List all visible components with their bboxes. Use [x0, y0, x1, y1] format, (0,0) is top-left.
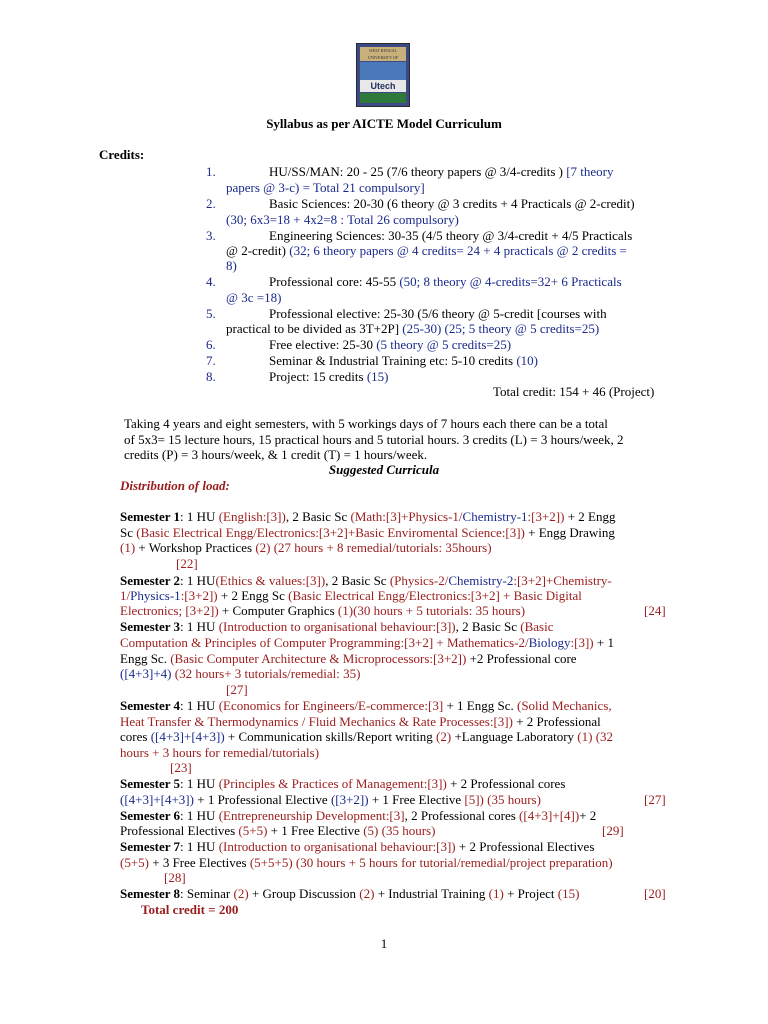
- sem-text: + 3 Free Electives: [149, 855, 250, 870]
- sem-text: : 1 HU: [180, 776, 219, 791]
- credit-text: HU/SS/MAN: 20 - 25 (7/6 theory papers @ 3/4-credits ): [269, 164, 567, 179]
- semester-label: Semester 2: [120, 573, 181, 588]
- sem-text-red: (5+5): [238, 823, 268, 838]
- sem-text: Engg Sc.: [120, 651, 171, 666]
- semester-2-total: [24]: [644, 603, 666, 618]
- sem-text-red: (Ethics & values:[3]): [215, 573, 326, 588]
- credit-item-line: [226, 243, 627, 259]
- credit-text: @ 2-credit): [226, 243, 290, 258]
- credit-text-blue: (25-30) (25; 5 theory @ 5 credits=25): [402, 321, 600, 336]
- logo-band: [360, 93, 406, 103]
- sem-text: + 1: [593, 635, 614, 650]
- semester-label: Semester 5: [120, 776, 181, 791]
- sem-text: + 2 Engg Sc: [217, 588, 289, 603]
- sem-text-red: (2) (27 hours + 8 remedial/tutorials: 35hours): [255, 540, 492, 555]
- sem-text: + 2 Engg: [564, 509, 616, 524]
- credits-label: Credits:: [99, 147, 145, 162]
- sem-text: + 1 Professional Elective: [193, 792, 331, 807]
- sem-text: : 1 HU: [180, 509, 219, 524]
- sem-text-red: :[3]): [570, 635, 594, 650]
- semester-label: Semester 4: [120, 698, 181, 713]
- semester-7-total: [28]: [164, 870, 186, 885]
- sem-text-red: (5) (35 hours): [363, 823, 436, 838]
- semester-label: Semester 1: [120, 509, 181, 524]
- sem-text: + 1 Free Elective: [267, 823, 364, 838]
- semester-3-line: [120, 635, 614, 651]
- paragraph-line: of 5x3= 15 lecture hours, 15 practical hours and 5 tutorial hours. 3 credits (L) = 3 hours/week, 2: [124, 432, 624, 447]
- sem-text-red: :[3+2]): [180, 588, 218, 603]
- sem-text: + Project: [503, 886, 558, 901]
- semester-2-line: [120, 573, 612, 589]
- distribution-heading: Distribution of load:: [120, 478, 230, 493]
- semester-label: Semester 3: [120, 619, 181, 634]
- sem-text: +2 Professional core: [466, 651, 577, 666]
- semester-8-total: [20]: [644, 886, 666, 901]
- semester-4-total: [23]: [170, 760, 192, 775]
- sem-text: + Industrial Training: [374, 886, 489, 901]
- university-logo: [356, 43, 410, 107]
- credit-item-line: [226, 321, 599, 337]
- semester-4-line: [120, 698, 612, 714]
- sem-text-red: (Physics-2/: [389, 573, 449, 588]
- sem-text-blue: ([4+3]+[4+3]): [150, 729, 225, 744]
- sem-text-red: Computation & Principles of Computer Programming:[3+2] + Mathematics-2/: [120, 635, 529, 650]
- sem-text: cores: [120, 729, 151, 744]
- sem-text-red: ([4+3]+[4]): [519, 808, 580, 823]
- sem-text-blue: ([3+2]): [330, 792, 369, 807]
- sem-text: +Language Laboratory: [451, 729, 578, 744]
- sem-text: , 2 Professional cores: [404, 808, 520, 823]
- sem-text-red: Heat Transfer & Thermodynamics / Fluid Mechanics & Rate Processes:[3]): [120, 714, 513, 729]
- semester-1-line: [120, 540, 492, 556]
- sem-text-blue: Chemistry-2: [448, 573, 514, 588]
- sem-text: : 1 HU: [180, 839, 219, 854]
- credit-item-line: Basic Sciences: 20-30 (6 theory @ 3 credits + 4 Practicals @ 2-credit): [269, 196, 635, 211]
- sem-text-blue: Biology: [528, 635, 571, 650]
- sem-text-blue: Chemistry-1: [462, 509, 528, 524]
- sem-text: : 1 HU: [180, 698, 219, 713]
- credit-item-line: (30; 6x3=18 + 4x2=8 : Total 26 compulsory): [226, 212, 459, 227]
- sem-text-red: (2): [233, 886, 249, 901]
- sem-text-red: (5+5+5): [249, 855, 293, 870]
- credit-text-blue: (15): [366, 369, 389, 384]
- credit-item-line: @ 3c =18): [226, 290, 282, 305]
- sem-text-red: (Entrepreneurship Development:[3]: [218, 808, 405, 823]
- credit-item-line: [269, 337, 511, 353]
- semester-1-line: [120, 525, 615, 541]
- semester-7-line: [120, 855, 613, 871]
- sem-text-blue: ([4+3]+[4+3]): [120, 792, 194, 807]
- credit-text-blue: [7 theory: [566, 164, 614, 179]
- sem-text-red: (1)(30 hours + 5 tutorials: 35 hours): [337, 603, 526, 618]
- credit-item-line: Professional elective: 25-30 (5/6 theory @ 5-credit [courses with: [269, 306, 607, 321]
- semester-8-line: [120, 886, 579, 902]
- sem-text-red: (1): [488, 886, 504, 901]
- sem-text-red: (English:[3]): [218, 509, 286, 524]
- credit-text: practical to be divided as 3T+2P]: [226, 321, 403, 336]
- semester-4-line: hours + 3 hours for remedial/tutorials): [120, 745, 320, 760]
- credit-text: Project: 15 credits: [269, 369, 367, 384]
- sem-text-red: :[3+2]+Chemistry-: [513, 573, 612, 588]
- credit-item-line: [269, 164, 614, 180]
- sem-text-red: (15): [557, 886, 580, 901]
- credit-text: Free elective: 25-30: [269, 337, 377, 352]
- credit-text-blue: (10): [516, 353, 538, 368]
- semester-4-line: [120, 714, 601, 730]
- sem-text-red: (Introduction to organisational behaviour:[3]): [218, 619, 456, 634]
- semester-3-line: [120, 666, 360, 682]
- sem-text-red: [5]): [464, 792, 484, 807]
- sem-text-red: (1): [577, 729, 593, 744]
- sem-text: + 1 Engg Sc.: [443, 698, 517, 713]
- sem-text: Professional Electives: [120, 823, 239, 838]
- sem-text-red: (1): [120, 540, 136, 555]
- page-number: 1: [380, 936, 388, 951]
- semester-7-line: [120, 839, 594, 855]
- sem-text-red: 1/: [120, 588, 131, 603]
- paragraph-line: credits (P) = 3 hours/week, & 1 credit (T) = 1 hours/week.: [124, 447, 428, 462]
- credit-item-line: 8): [226, 258, 237, 273]
- sem-text: : 1 HU: [180, 573, 216, 588]
- sem-text-red: (Math:[3]+Physics-1/: [350, 509, 463, 524]
- credit-item-number: 3.: [206, 228, 216, 243]
- semester-6-total: [29]: [602, 823, 624, 838]
- sem-text: , 2 Basic Sc: [325, 573, 390, 588]
- sem-text: , 2 Basic Sc: [285, 509, 351, 524]
- sem-text: + 2 Professional cores: [446, 776, 566, 791]
- sem-text: + Group Discussion: [248, 886, 360, 901]
- semester-2-line: [120, 588, 582, 604]
- semester-label: Semester 7: [120, 839, 181, 854]
- semester-4-line: [120, 729, 613, 745]
- logo-emblem: [360, 62, 406, 80]
- sem-text-red: (Solid Mechanics,: [517, 698, 612, 713]
- sem-text-red: (Basic: [520, 619, 554, 634]
- semester-3-line: [120, 651, 577, 667]
- credit-item-line: [269, 353, 538, 369]
- sem-text: , 2 Basic Sc: [455, 619, 521, 634]
- sem-text-red: (Introduction to organisational behaviour:[3]): [218, 839, 456, 854]
- sem-text-blue: ([4+3]+4): [120, 666, 172, 681]
- credit-item-number: 7.: [206, 353, 216, 368]
- sem-text-red: (Basic Computer Architecture & Microprocessors:[3+2]): [170, 651, 467, 666]
- credit-item-number: 2.: [206, 196, 216, 211]
- suggested-curricula-heading: Suggested Curricula: [328, 462, 440, 477]
- sem-text: + Computer Graphics: [218, 603, 338, 618]
- semester-label: Semester 8: [120, 886, 181, 901]
- sem-text: + Communication skills/Report writing: [224, 729, 437, 744]
- sem-text-red: Electronics; [3+2]): [120, 603, 219, 618]
- logo-name: Utech: [360, 80, 406, 92]
- semester-label: Semester 6: [120, 808, 181, 823]
- sem-text-red: (35 hours): [487, 792, 541, 807]
- credit-item-number: 5.: [206, 306, 216, 321]
- credit-item-number: 6.: [206, 337, 216, 352]
- sem-text: + 2 Professional: [512, 714, 601, 729]
- credit-text-blue: (5 theory @ 5 credits=25): [376, 337, 512, 352]
- credit-item-number: 8.: [206, 369, 216, 384]
- sem-text-red: (30 hours + 5 hours for tutorial/remedial/project preparation): [295, 855, 613, 870]
- sem-text: : 1 HU: [180, 808, 219, 823]
- semester-1-line: [120, 509, 616, 525]
- credit-text: Professional core: 45-55: [269, 274, 400, 289]
- credit-text-blue: (50; 8 theory @ 4-credits=32+ 6 Practicals: [399, 274, 622, 289]
- sem-text: + 1 Free Elective: [368, 792, 465, 807]
- credit-text: Seminar & Industrial Training etc: 5-10 credits: [269, 353, 517, 368]
- sem-text-red: (Basic Electrical Engg/Electronics:[3+2]+Basic Enviromental Science:[3]): [136, 525, 525, 540]
- semester-6-line: [120, 808, 596, 824]
- paragraph-line: Taking 4 years and eight semesters, with 5 workings days of 7 hours each there can be a total: [124, 416, 608, 431]
- total-credit-200: Total credit = 200: [141, 902, 239, 917]
- sem-text: + 2: [579, 808, 597, 823]
- page-title: Syllabus as per AICTE Model Curriculum: [266, 116, 502, 131]
- credit-item-line: [269, 369, 389, 385]
- sem-text-red: (32 hours+ 3 tutorials/remedial: 35): [174, 666, 361, 681]
- total-credit-line: Total credit: 154 + 46 (Project): [493, 384, 655, 399]
- semester-2-line: [120, 603, 525, 619]
- semester-1-total: [22]: [176, 556, 198, 571]
- sem-text-red: (2): [359, 886, 375, 901]
- semester-5-line: [120, 776, 565, 792]
- semester-5-line: [120, 792, 541, 808]
- sem-text: + 2 Professional Electives: [455, 839, 595, 854]
- semester-3-line: [120, 619, 554, 635]
- logo-top-text: WEST BENGAL UNIVERSITY OF: [360, 47, 406, 61]
- sem-text-red: (2): [436, 729, 452, 744]
- credit-item-line: [269, 274, 622, 290]
- sem-text: + Workshop Practices: [135, 540, 256, 555]
- credit-text-blue: (32; 6 theory papers @ 4 credits= 24 + 4 practicals @ 2 credits =: [289, 243, 627, 258]
- sem-text-blue: Physics-1: [130, 588, 181, 603]
- sem-text: : 1 HU: [180, 619, 219, 634]
- sem-text-red: (32: [592, 729, 614, 744]
- sem-text: : Seminar: [180, 886, 234, 901]
- semester-3-total: [27]: [226, 682, 248, 697]
- sem-text-red: (Principles & Practices of Management:[3]): [218, 776, 447, 791]
- credit-item-number: 1.: [206, 164, 216, 179]
- sem-text-red: :[3+2]): [527, 509, 565, 524]
- sem-text: Sc: [120, 525, 137, 540]
- sem-text-red: (5+5): [120, 855, 149, 870]
- credit-item-line: Engineering Sciences: 30-35 (4/5 theory @ 3/4-credit + 4/5 Practicals: [269, 228, 633, 243]
- credit-item-line: papers @ 3-c) = Total 21 compulsory]: [226, 180, 425, 195]
- credit-item-number: 4.: [206, 274, 216, 289]
- sem-text-red: (Basic Electrical Engg/Electronics:[3+2] + Basic Digital: [288, 588, 582, 603]
- semester-6-line: [120, 823, 435, 839]
- semester-5-total: [27]: [644, 792, 666, 807]
- sem-text-red: (Economics for Engineers/E-commerce:[3]: [218, 698, 444, 713]
- sem-text: + Engg Drawing: [524, 525, 615, 540]
